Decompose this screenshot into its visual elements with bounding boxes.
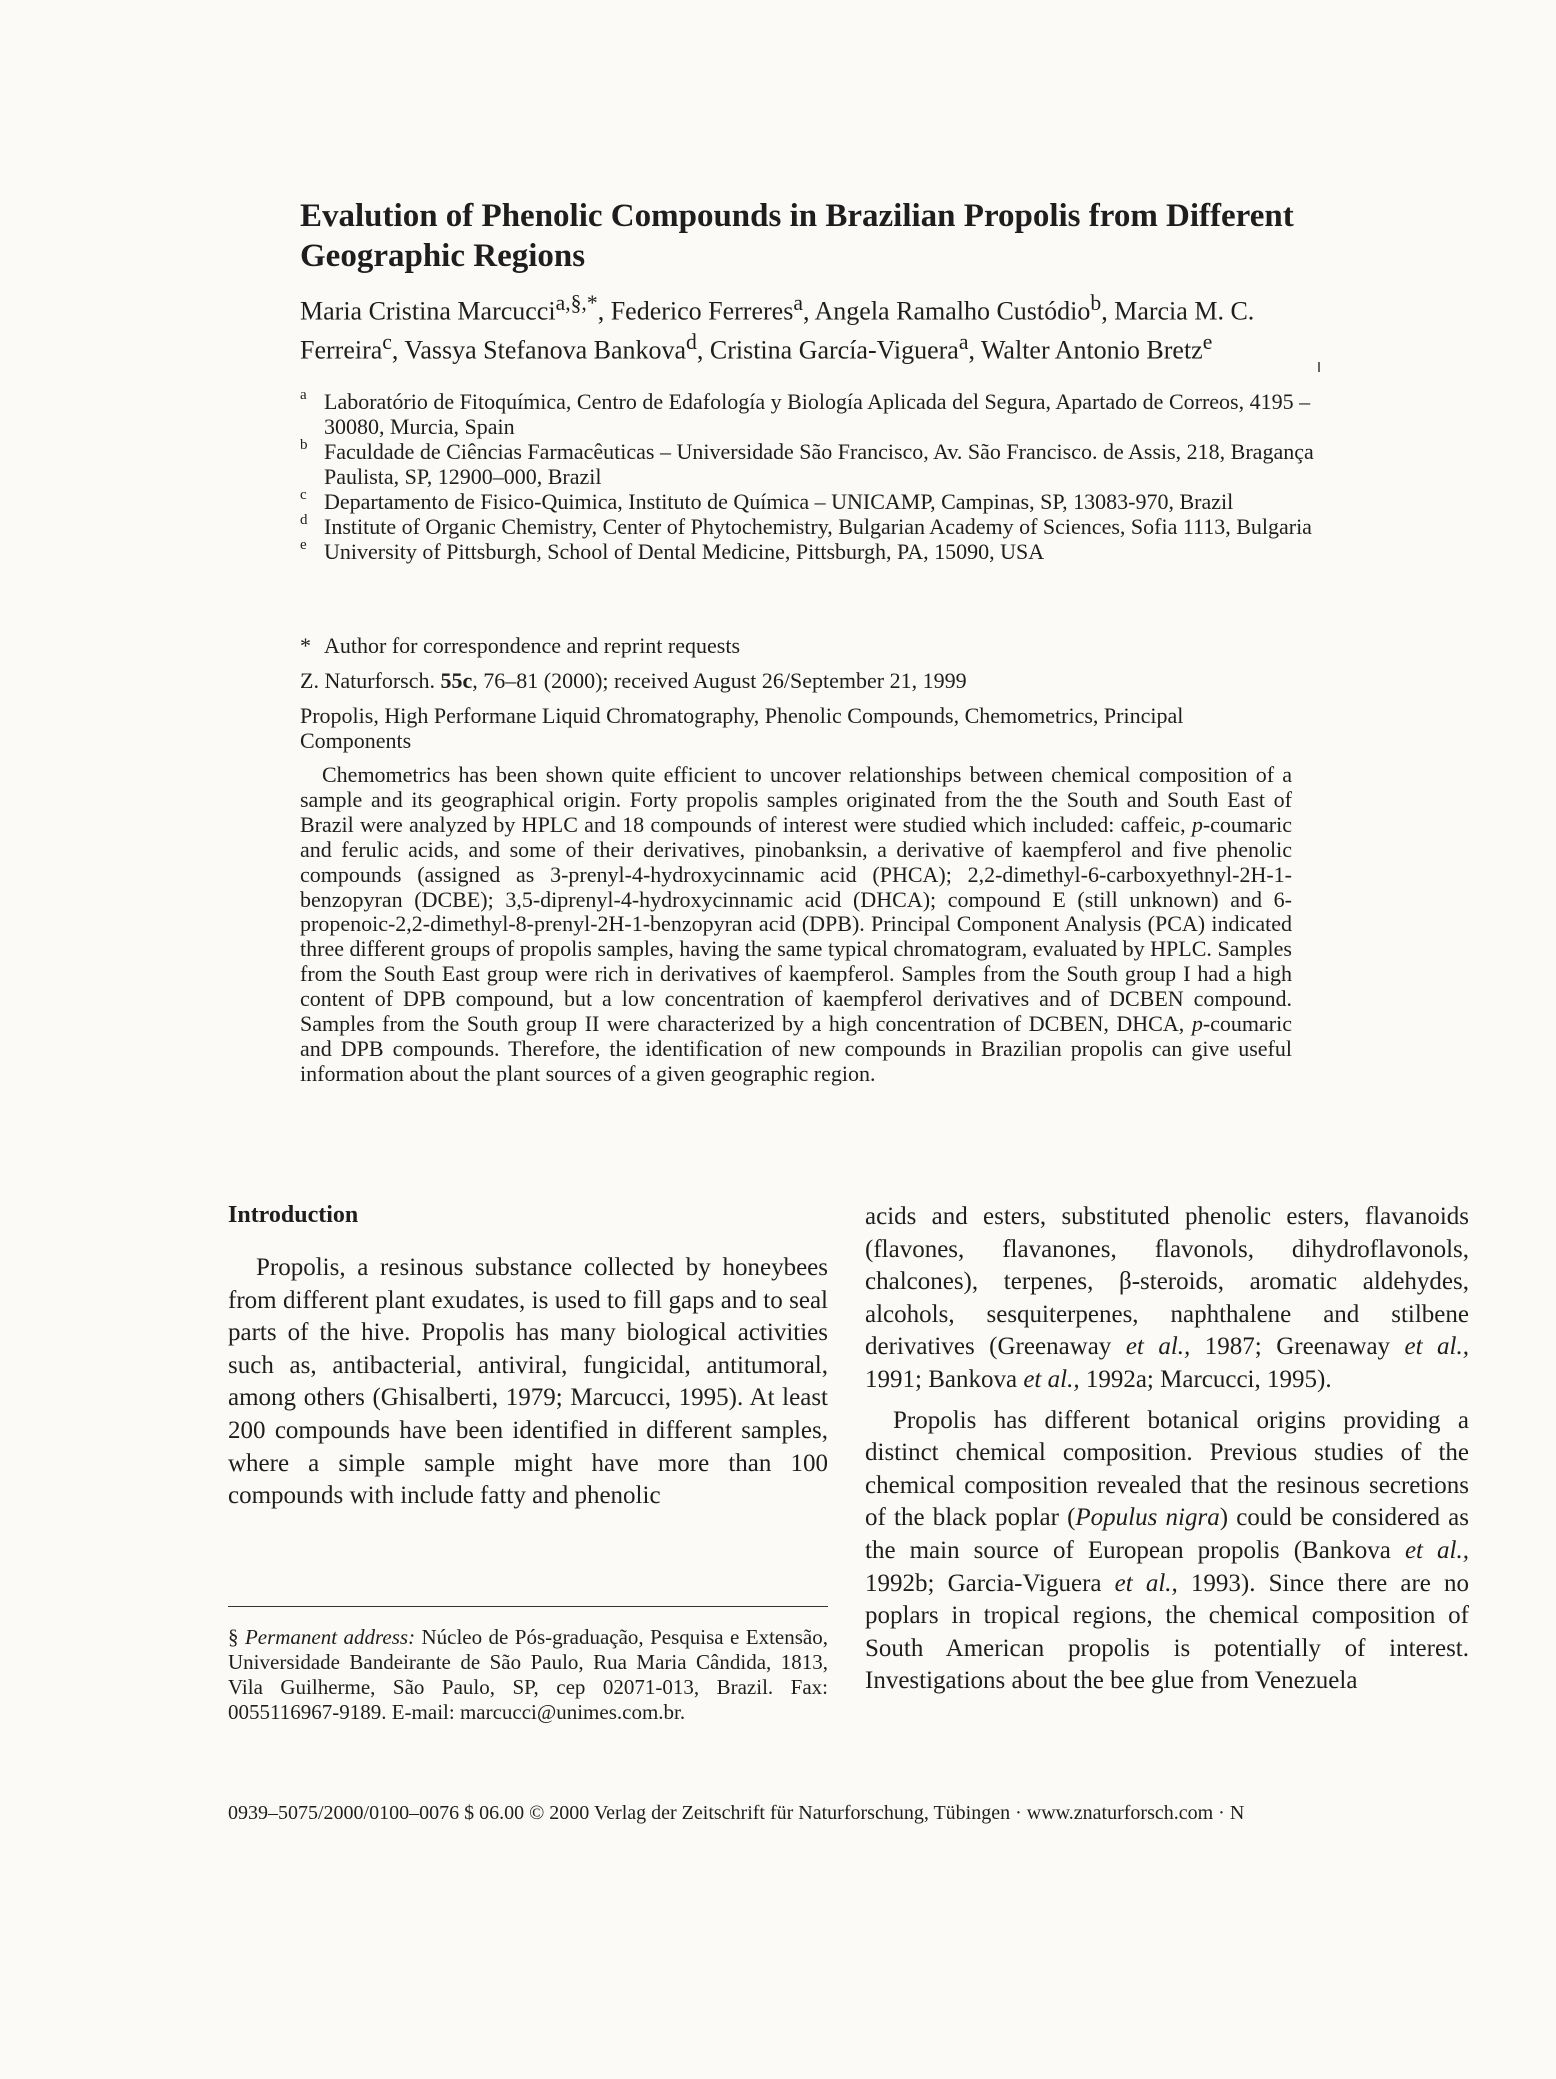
affiliation-text: Institute of Organic Chemistry, Center of Phytochemistry, Bulgarian Academy of Sciences, Sofia 1113, Bulgaria — [324, 514, 1312, 539]
author-text: , Vassya Stefanova Bankova — [391, 335, 687, 365]
journal-suffix: , 76–81 (2000); received August 26/September 21, 1999 — [472, 668, 967, 693]
affiliation-mark: e — [300, 537, 307, 553]
intro-paragraph — [865, 1201, 1469, 1397]
italic-etal: et al., — [1125, 1333, 1191, 1361]
author-sup: a — [793, 291, 803, 315]
affiliation-item — [300, 389, 1320, 439]
abstract-text: Chemometrics has been shown quite efficient to uncover relationships between chemical composition of a sample and its geographical origin. Forty propolis samples originated from the the South and South East of Brazil were analyzed by HPLC and 18 compounds of interest were studied which included: caffeic, — [300, 762, 1292, 837]
correspondence-note — [300, 633, 1344, 658]
author-sup: d — [686, 329, 697, 354]
affiliation-item — [300, 539, 1320, 564]
body-text: acids and esters, substituted phenolic esters, flavanoids (flavones, flavanones, flavonols, dihydroflavonols, chalcones), terpenes, β-steroids, aromatic aldehydes, alcohols, sesquiterpenes, naphthalene and stilbene derivatives (Greenaway — [865, 1203, 1469, 1361]
footnote-mark: § — [228, 1625, 245, 1649]
body-text: 1987; Greenaway — [1190, 1333, 1405, 1361]
abstract-text: -coumaric and ferulic acids, and some of their derivatives, pinobanksin, a derivative of kaempferol and five phenolic compounds (assigned as 3-prenyl-4-hydroxycinnamic acid (PHCA); 2,2-dimethyl-6-carboxyethnyl-2H-1-benzopyran (DCBE); 3,5-diprenyl-4-hydroxycinnamic acid (DHCA); compound E (still unknown) and 6-propenoic-2,2-dimethyl-8-prenyl-2H-1-benzopyran acid (DPB). Principal Component Analysis (PCA) indicated three different groups of propolis samples, having the same typical chromatogram, evaluated by HPLC. Samples from the South East group were rich in derivatives of kaempferol. Samples from the South group I had a high content of DPB compound, but a low concentration of kaempferol derivatives and of DCBEN compound. Samples from the South group II were characterized by a high concentration of DCBEN, DHCA, — [300, 811, 1292, 1037]
abstract — [300, 763, 1292, 1087]
keywords: Propolis, High Performane Liquid Chromatography, Phenolic Compounds, Chemometrics, Principal Components — [300, 703, 1184, 753]
journal-prefix: Z. Naturforsch. — [300, 668, 441, 693]
abstract-italic: p — [1191, 811, 1203, 837]
margin-mark — [1318, 362, 1320, 372]
section-heading: Introduction — [228, 1202, 359, 1228]
author-sup: b — [1090, 291, 1102, 315]
affiliation-item — [300, 489, 1320, 514]
italic-etal: et al., — [1114, 1569, 1178, 1597]
affiliation-text: Departamento de Fisico-Quimica, Instituto de Química – UNICAMP, Campinas, SP, 13083-970, Brazil — [324, 489, 1234, 514]
author-text: , Angela Ramalho Custódio — [802, 296, 1091, 326]
affiliation-list — [300, 389, 1320, 564]
body-text: 1993). Since there are no poplars in tropical regions, the chemical composition of South American propolis is potentially of interest. Investigations about the bee glue from Venezuela — [865, 1569, 1469, 1695]
footnote-label: Permanent address: — [244, 1625, 416, 1649]
author-text: , Federico Ferreres — [597, 296, 794, 326]
affiliation-mark: d — [300, 512, 308, 528]
author-text: , Cristina García-Viguera — [696, 335, 959, 365]
italic-etal: et al., — [1404, 1536, 1469, 1564]
footnote — [228, 1625, 828, 1725]
author-sup: a,§,* — [555, 291, 598, 315]
page-footer: 0939–5075/2000/0100–0076 $ 06.00 © 2000 Verlag der Zeitschrift für Naturforschung, Tübingen · www.znaturforsch.com · N — [228, 1802, 1245, 1824]
author-sup: e — [1202, 329, 1213, 354]
paper-title: Evalution of Phenolic Compounds in Brazilian Propolis from Different Geographic Regions — [300, 198, 1294, 274]
intro-paragraph — [865, 1405, 1469, 1698]
affiliation-mark: b — [300, 437, 308, 453]
italic-etal: et al., — [1404, 1333, 1470, 1361]
author-text: , Marcia M. C. Ferreira — [300, 296, 1255, 365]
italic-species: Populus nigra — [1075, 1504, 1220, 1532]
italic-etal: et al., — [1023, 1365, 1080, 1393]
affiliation-item — [300, 439, 1320, 489]
body-text: ) could be considered as the main source of European propolis (Bankova — [865, 1504, 1470, 1564]
author-text: , Walter Antonio Bretz — [968, 335, 1203, 365]
affiliation-text: Faculdade de Ciências Farmacêuticas – Universidade São Francisco, Av. São Francisco. de Assis, 218, Bragança Paulista, SP, 12900–000, Brazil — [324, 439, 1314, 489]
body-text: 1991; Bankova — [865, 1365, 1024, 1393]
author-sup: c — [382, 329, 392, 354]
footnote-divider — [228, 1606, 828, 1607]
abstract-text: -coumaric and DPB compounds. Therefore, the identification of new compounds in Brazilian propolis can give useful information about the plant sources of a given geographic region. — [300, 1011, 1292, 1086]
affiliation-mark: c — [300, 487, 307, 503]
author-list — [300, 288, 1320, 365]
abstract-italic: p — [1191, 1011, 1203, 1037]
body-text: 1992a; Marcucci, 1995). — [1079, 1365, 1332, 1393]
author-text: Maria Cristina Marcucci — [300, 296, 556, 326]
left-column — [228, 1200, 828, 1513]
body-text: 1992b; Garcia-Viguera — [865, 1569, 1115, 1597]
journal-citation — [300, 668, 1320, 694]
right-column — [865, 1201, 1469, 1698]
affiliation-text: University of Pittsburgh, School of Dental Medicine, Pittsburgh, PA, 15090, USA — [324, 539, 1045, 564]
affiliation-mark: a — [300, 387, 307, 403]
affiliation-item — [300, 514, 1320, 539]
body-text: Propolis has different botanical origins providing a distinct chemical composition. Previous studies of the chemical composition revealed that the resinous secretions of the black poplar ( — [865, 1406, 1469, 1532]
journal-volume: 55c — [440, 668, 473, 693]
footnote-text: Núcleo de Pós-graduação, Pesquisa e Extensão, Universidade Bandeirante de São Paulo, Rua Maria Cândida, 1813, Vila Guilherme, São Paulo, SP, cep 02071-013, Brazil. Fax: 0055116967-9189. E-mail: marcucci@unimes.com.br. — [228, 1625, 828, 1724]
intro-paragraph: Propolis, a resinous substance collected by honeybees from different plant exudates, is used to fill gaps and to seal parts of the hive. Propolis has many biological activities such as, antibacterial, antiviral, fungicidal, antitumoral, among others (Ghisalberti, 1979; Marcucci, 1995). At least 200 compounds have been identified in different samples, where a simple sample might have more than 100 compounds with include fatty and phenolic — [228, 1254, 828, 1510]
affiliation-text: Laboratório de Fitoquímica, Centro de Edafología y Biología Aplicada del Segura, Apartado de Correos, 4195 – 30080, Murcia, Spain — [324, 389, 1311, 439]
correspondence-text: Author for correspondence and reprint requests — [324, 633, 741, 658]
author-sup: a — [958, 329, 969, 354]
correspondence-mark: * — [300, 633, 311, 658]
